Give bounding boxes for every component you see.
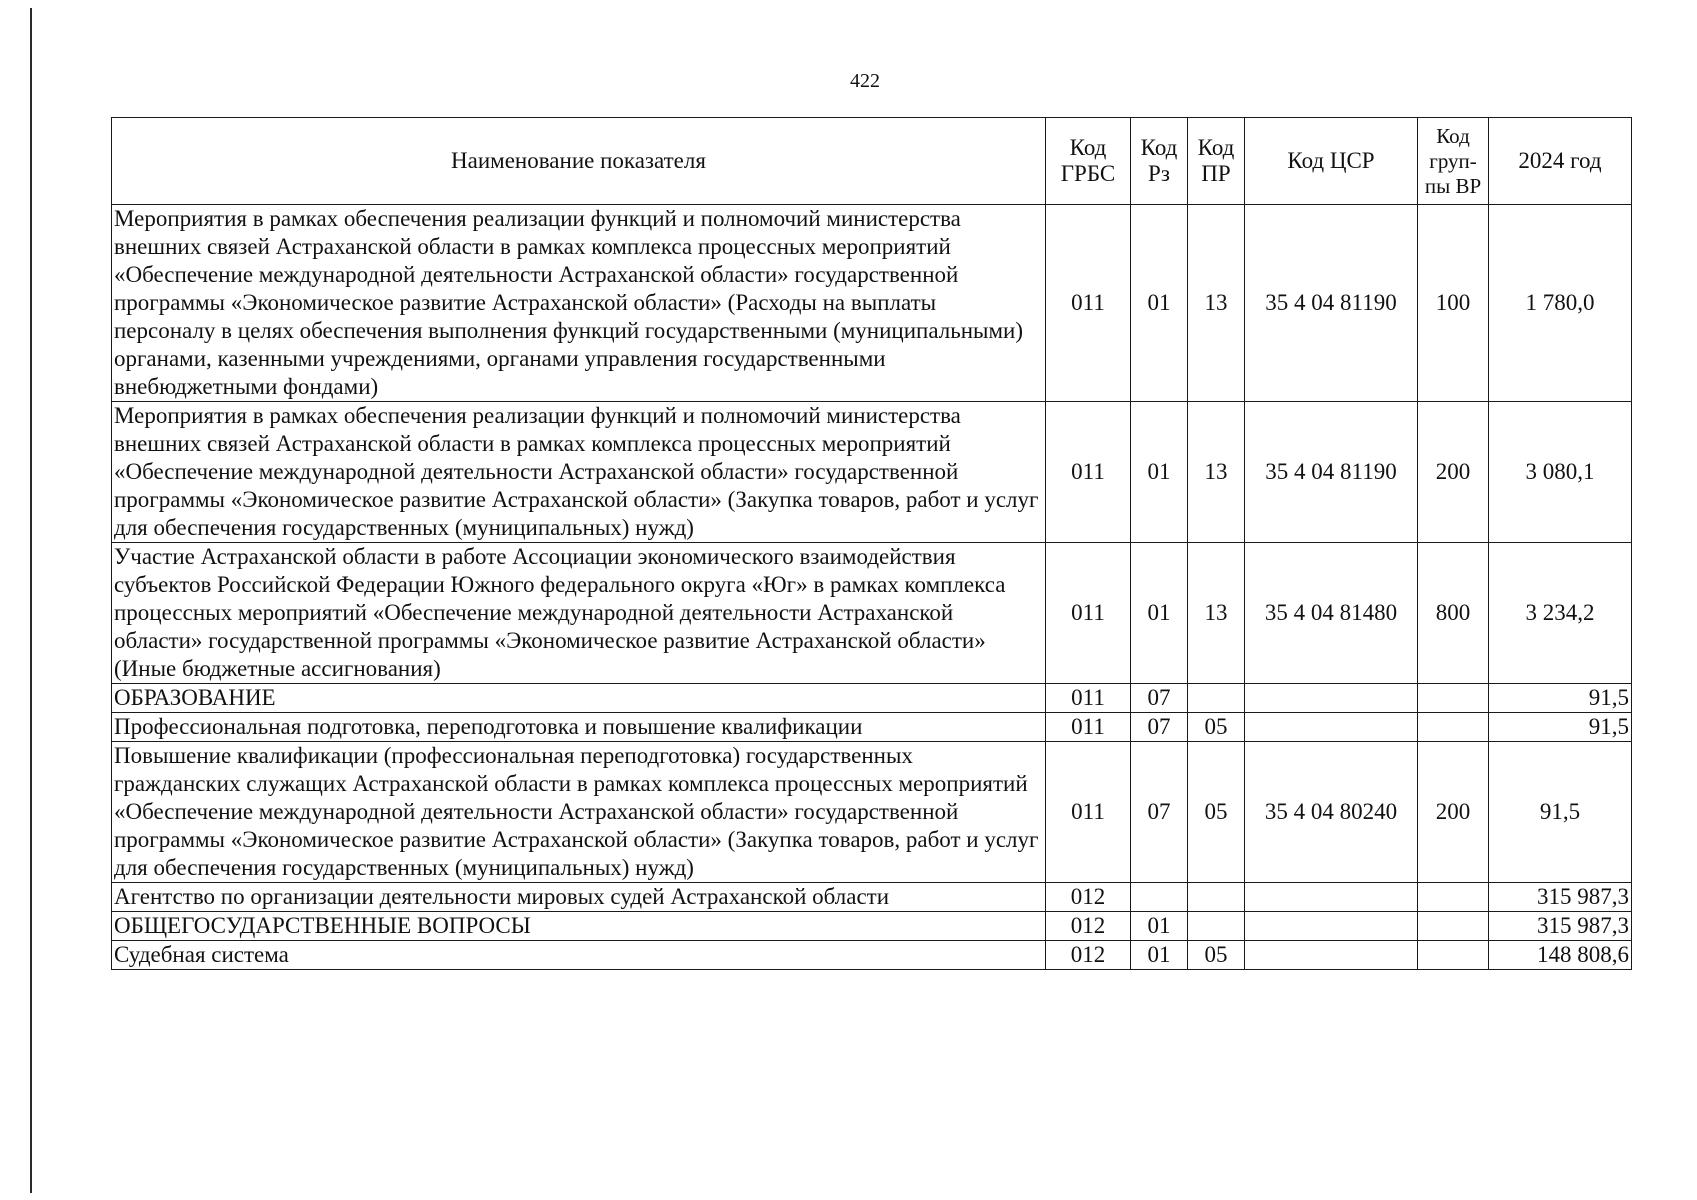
row-vr — [1418, 912, 1489, 941]
table-row — [112, 543, 1632, 684]
row-amount: 148 808,6 — [1489, 941, 1632, 970]
row-rz: 07 — [1131, 742, 1188, 883]
table-row — [112, 742, 1632, 883]
row-csr: 35 4 04 81190 — [1245, 205, 1418, 402]
row-amount: 91,5 — [1489, 684, 1632, 713]
row-name: Повышение квалификации (профессиональная переподготовка) государственных гражданских служащих Астраханской области в рамках комплекса процессных мероприятий «Обеспечение международной деятельности Астраханской области» государственной программы «Экономическое развитие Астраханской области» (Закупка товаров, работ и услуг для обеспечения государственных (муниципальных) нужд) — [112, 742, 1046, 883]
row-csr: 35 4 04 80240 — [1245, 742, 1418, 883]
row-rz: 01 — [1131, 402, 1188, 543]
table-row — [112, 205, 1632, 402]
row-pr — [1188, 912, 1245, 941]
row-csr — [1245, 912, 1418, 941]
row-rz: 01 — [1131, 205, 1188, 402]
row-rz: 01 — [1131, 941, 1188, 970]
row-name: Мероприятия в рамках обеспечения реализации функций и полномочий министерства внешних связей Астраханской области в рамках комплекса процессных мероприятий «Обеспечение международной деятельности Астраханской области» государственной программы «Экономическое развитие Астраханской области» (Расходы на выплаты персоналу в целях обеспечения выполнения функций государственными (муниципальными) органами, казенными учреждениями, органами управления государственными внебюджетными фондами) — [112, 205, 1046, 402]
row-vr: 100 — [1418, 205, 1489, 402]
table-header-row — [112, 118, 1632, 205]
header-vr: Код груп-пы ВР — [1418, 118, 1489, 205]
row-pr — [1188, 684, 1245, 713]
header-name: Наименование показателя — [112, 118, 1046, 205]
row-amount: 3 234,2 — [1489, 543, 1632, 684]
table-row — [112, 883, 1632, 912]
row-vr — [1418, 684, 1489, 713]
row-vr: 200 — [1418, 402, 1489, 543]
header-csr: Код ЦСР — [1245, 118, 1418, 205]
row-pr: 13 — [1188, 543, 1245, 684]
row-vr — [1418, 713, 1489, 742]
page-number: 422 — [850, 70, 880, 92]
row-vr — [1418, 941, 1489, 970]
row-grbs: 011 — [1046, 205, 1131, 402]
row-pr: 13 — [1188, 205, 1245, 402]
row-vr — [1418, 883, 1489, 912]
row-csr — [1245, 713, 1418, 742]
row-rz: 07 — [1131, 684, 1188, 713]
row-rz — [1131, 883, 1188, 912]
row-name: Судебная система — [112, 941, 1046, 970]
table-row — [112, 402, 1632, 543]
row-name: Участие Астраханской области в работе Ассоциации экономического взаимодействия субъектов Российской Федерации Южного федерального округа «Юг» в рамках комплекса процессных мероприятий «Обеспечение международной деятельности Астраханской области» государственной программы «Экономическое развитие Астраханской области» (Иные бюджетные ассигнования) — [112, 543, 1046, 684]
row-pr: 05 — [1188, 742, 1245, 883]
row-grbs: 011 — [1046, 742, 1131, 883]
header-year: 2024 год — [1489, 118, 1632, 205]
row-csr: 35 4 04 81480 — [1245, 543, 1418, 684]
row-amount: 3 080,1 — [1489, 402, 1632, 543]
row-csr — [1245, 941, 1418, 970]
row-csr: 35 4 04 81190 — [1245, 402, 1418, 543]
row-rz: 01 — [1131, 912, 1188, 941]
header-rz: Код Рз — [1131, 118, 1188, 205]
row-vr: 800 — [1418, 543, 1489, 684]
row-name: ОБРАЗОВАНИЕ — [112, 684, 1046, 713]
row-grbs: 012 — [1046, 941, 1131, 970]
table-row — [112, 912, 1632, 941]
binding-margin-line — [30, 8, 32, 1193]
row-pr: 13 — [1188, 402, 1245, 543]
row-amount: 91,5 — [1489, 713, 1632, 742]
row-grbs: 011 — [1046, 543, 1131, 684]
table-row — [112, 713, 1632, 742]
header-pr: Код ПР — [1188, 118, 1245, 205]
row-amount: 315 987,3 — [1489, 883, 1632, 912]
row-rz: 01 — [1131, 543, 1188, 684]
header-grbs: Код ГРБС — [1046, 118, 1131, 205]
row-grbs: 012 — [1046, 883, 1131, 912]
row-name: Профессиональная подготовка, переподготовка и повышение квалификации — [112, 713, 1046, 742]
row-name: Мероприятия в рамках обеспечения реализации функций и полномочий министерства внешних связей Астраханской области в рамках комплекса процессных мероприятий «Обеспечение международной деятельности Астраханской области» государственной программы «Экономическое развитие Астраханской области» (Закупка товаров, работ и услуг для обеспечения государственных (муниципальных) нужд) — [112, 402, 1046, 543]
row-amount: 91,5 — [1489, 742, 1632, 883]
budget-table — [111, 117, 1632, 970]
row-amount: 315 987,3 — [1489, 912, 1632, 941]
row-grbs: 011 — [1046, 402, 1131, 543]
row-pr — [1188, 883, 1245, 912]
row-grbs: 011 — [1046, 713, 1131, 742]
row-vr: 200 — [1418, 742, 1489, 883]
row-rz: 07 — [1131, 713, 1188, 742]
row-csr — [1245, 684, 1418, 713]
row-grbs: 011 — [1046, 684, 1131, 713]
table-row — [112, 941, 1632, 970]
row-csr — [1245, 883, 1418, 912]
row-pr: 05 — [1188, 941, 1245, 970]
row-amount: 1 780,0 — [1489, 205, 1632, 402]
table-row — [112, 684, 1632, 713]
row-name: ОБЩЕГОСУДАРСТВЕННЫЕ ВОПРОСЫ — [112, 912, 1046, 941]
row-name: Агентство по организации деятельности мировых судей Астраханской области — [112, 883, 1046, 912]
row-pr: 05 — [1188, 713, 1245, 742]
row-grbs: 012 — [1046, 912, 1131, 941]
